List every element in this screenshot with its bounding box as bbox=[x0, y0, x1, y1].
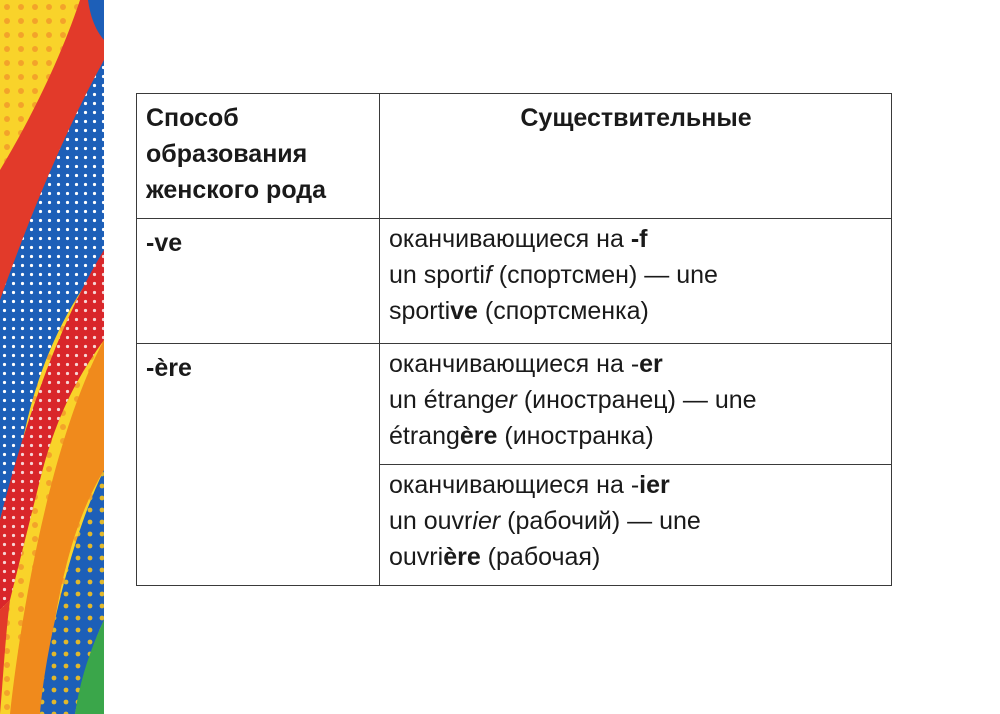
example-line: un sportif (спортсмен) — une bbox=[389, 261, 718, 289]
example-line: ouvrière (рабочая) bbox=[389, 543, 601, 571]
decorative-side-pattern bbox=[0, 0, 104, 714]
header-nouns: Существительные bbox=[380, 94, 892, 219]
table-row bbox=[137, 219, 892, 344]
example-line: un ouvrier (рабочий) — une bbox=[389, 507, 701, 535]
example-line: étrangère (иностранка) bbox=[389, 422, 654, 450]
table-header-row bbox=[137, 94, 892, 219]
example-line: sportive (спортсменка) bbox=[389, 297, 649, 325]
nouns-cell bbox=[380, 219, 892, 344]
nouns-cell bbox=[380, 465, 892, 586]
example-line: un étranger (иностранец) — une bbox=[389, 386, 757, 414]
suffix-cell: -ère bbox=[137, 344, 380, 586]
header-method: Способ образования женского рода bbox=[137, 94, 380, 219]
rule-ending: ier bbox=[639, 471, 670, 499]
table-row bbox=[137, 344, 892, 465]
rule-ending: er bbox=[639, 350, 663, 378]
rule-line: оканчивающиеся на -er bbox=[389, 350, 663, 378]
rule-line: оканчивающиеся на -ier bbox=[389, 471, 670, 499]
suffix-cell: -ve bbox=[137, 219, 380, 344]
rule-line: оканчивающиеся на -f bbox=[389, 225, 648, 253]
nouns-cell bbox=[380, 344, 892, 465]
feminine-formation-table bbox=[136, 93, 892, 586]
rule-ending: -f bbox=[630, 225, 648, 253]
